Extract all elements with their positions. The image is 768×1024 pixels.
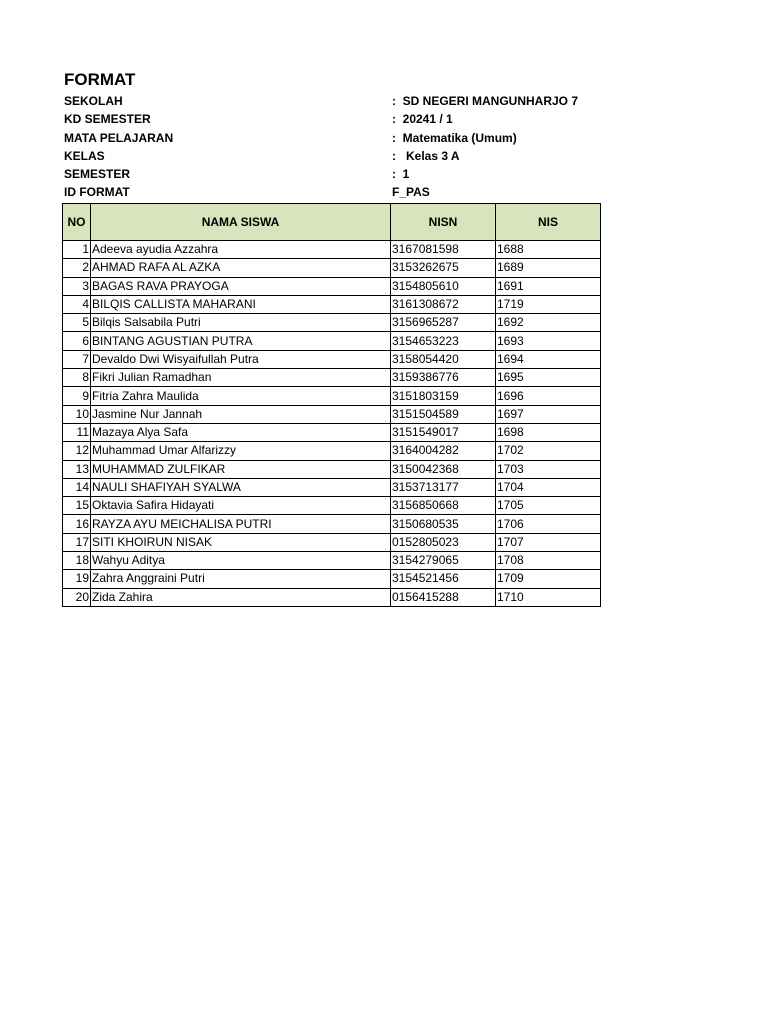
cell-student-name[interactable]: Devaldo Dwi Wisyaifullah Putra [91, 350, 391, 368]
cell-nisn[interactable]: 3150680535 [391, 515, 496, 533]
header-nisn: NISN [391, 204, 496, 241]
meta-value: : Matematika (Umum) [392, 130, 517, 145]
meta-row-subject [64, 129, 604, 147]
table-row [63, 314, 601, 332]
table-row [63, 460, 601, 478]
table-row [63, 387, 601, 405]
meta-value: : 1 [392, 167, 410, 182]
cell-student-name[interactable]: BILQIS CALLISTA MAHARANI [91, 295, 391, 313]
cell-nisn[interactable]: 3153713177 [391, 478, 496, 496]
cell-no[interactable]: 7 [63, 350, 91, 368]
meta-value: : Kelas 3 A [392, 148, 460, 163]
cell-student-name[interactable]: NAULI SHAFIYAH SYALWA [91, 478, 391, 496]
cell-nis[interactable]: 1697 [496, 405, 601, 423]
meta-label: MATA PELAJARAN [64, 130, 174, 145]
meta-label: SEKOLAH [64, 94, 123, 108]
cell-student-name[interactable]: Adeeva ayudia Azzahra [91, 241, 391, 259]
cell-nisn[interactable]: 3156850668 [391, 497, 496, 515]
cell-student-name[interactable]: MUHAMMAD ZULFIKAR [91, 460, 391, 478]
cell-nisn[interactable]: 0156415288 [391, 588, 496, 606]
cell-student-name[interactable]: Zahra Anggraini Putri [91, 570, 391, 588]
cell-student-name[interactable]: BAGAS RAVA PRAYOGA [91, 277, 391, 295]
table-row [63, 533, 601, 551]
meta-label: ID FORMAT [64, 185, 130, 200]
cell-nis[interactable]: 1698 [496, 423, 601, 441]
table-row [63, 277, 601, 295]
cell-student-name[interactable]: AHMAD RAFA AL AZKA [91, 259, 391, 277]
cell-nis[interactable]: 1710 [496, 588, 601, 606]
table-row [63, 570, 601, 588]
cell-student-name[interactable]: Bilqis Salsabila Putri [91, 314, 391, 332]
cell-nis[interactable]: 1689 [496, 259, 601, 277]
cell-nisn[interactable]: 3151803159 [391, 387, 496, 405]
cell-no[interactable]: 4 [63, 295, 91, 313]
cell-nis[interactable]: 1695 [496, 369, 601, 387]
cell-no[interactable]: 10 [63, 405, 91, 423]
cell-no[interactable]: 13 [63, 460, 91, 478]
cell-nis[interactable]: 1702 [496, 442, 601, 460]
cell-student-name[interactable]: RAYZA AYU MEICHALISA PUTRI [91, 515, 391, 533]
cell-nisn[interactable]: 3150042368 [391, 460, 496, 478]
meta-value: : SD NEGERI MANGUNHARJO 7 [392, 94, 579, 108]
cell-nisn[interactable]: 3154805610 [391, 277, 496, 295]
meta-row-format-id [64, 183, 604, 201]
cell-nis[interactable]: 1696 [496, 387, 601, 405]
cell-nis[interactable]: 1693 [496, 332, 601, 350]
cell-no[interactable]: 8 [63, 369, 91, 387]
meta-row-class [64, 147, 604, 165]
cell-no[interactable]: 12 [63, 442, 91, 460]
meta-row-school [64, 92, 604, 110]
meta-row-kd-semester [64, 110, 604, 128]
cell-student-name[interactable]: Muhammad Umar Alfarizzy [91, 442, 391, 460]
sheet-title: FORMAT [64, 70, 136, 89]
meta-label: SEMESTER [64, 167, 131, 182]
cell-nis[interactable]: 1719 [496, 295, 601, 313]
cell-nisn[interactable]: 3151549017 [391, 423, 496, 441]
cell-no[interactable]: 11 [63, 423, 91, 441]
table-row [63, 259, 601, 277]
cell-nis[interactable]: 1707 [496, 533, 601, 551]
student-table [62, 203, 601, 607]
cell-nisn[interactable]: 3154279065 [391, 552, 496, 570]
cell-no[interactable]: 20 [63, 588, 91, 606]
cell-nisn[interactable]: 0152805023 [391, 533, 496, 551]
cell-nisn[interactable]: 3164004282 [391, 442, 496, 460]
cell-nis[interactable]: 1688 [496, 241, 601, 259]
cell-student-name[interactable]: BINTANG AGUSTIAN PUTRA [91, 332, 391, 350]
cell-student-name[interactable]: Fikri Julian Ramadhan [91, 369, 391, 387]
cell-student-name[interactable]: Oktavia Safira Hidayati [91, 497, 391, 515]
cell-student-name[interactable]: SITI KHOIRUN NISAK [91, 533, 391, 551]
cell-nisn[interactable]: 3167081598 [391, 241, 496, 259]
meta-info [64, 92, 604, 202]
cell-nisn[interactable]: 3154521456 [391, 570, 496, 588]
cell-nis[interactable]: 1694 [496, 350, 601, 368]
cell-nisn[interactable]: 3151504589 [391, 405, 496, 423]
cell-student-name[interactable]: Fitria Zahra Maulida [91, 387, 391, 405]
cell-no[interactable]: 1 [63, 241, 91, 259]
cell-nisn[interactable]: 3156965287 [391, 314, 496, 332]
cell-nis[interactable]: 1706 [496, 515, 601, 533]
meta-value: F_PAS [392, 185, 430, 200]
cell-no[interactable]: 14 [63, 478, 91, 496]
cell-no[interactable]: 3 [63, 277, 91, 295]
table-row [63, 588, 601, 606]
meta-label: KD SEMESTER [64, 112, 151, 127]
meta-label: KELAS [64, 148, 105, 163]
cell-nisn[interactable]: 3158054420 [391, 350, 496, 368]
table-row [63, 442, 601, 460]
cell-nisn[interactable]: 3161308672 [391, 295, 496, 313]
cell-nis[interactable]: 1705 [496, 497, 601, 515]
table-row [63, 295, 601, 313]
cell-nis[interactable]: 1692 [496, 314, 601, 332]
cell-no[interactable]: 9 [63, 387, 91, 405]
cell-no[interactable]: 17 [63, 533, 91, 551]
table-row [63, 515, 601, 533]
table-row [63, 332, 601, 350]
cell-no[interactable]: 15 [63, 497, 91, 515]
cell-no[interactable]: 19 [63, 570, 91, 588]
cell-nis[interactable]: 1709 [496, 570, 601, 588]
table-row [63, 241, 601, 259]
table-row [63, 423, 601, 441]
cell-student-name[interactable]: Jasmine Nur Jannah [91, 405, 391, 423]
table-row [63, 478, 601, 496]
cell-no[interactable]: 18 [63, 552, 91, 570]
header-student-name: NAMA SISWA [91, 204, 391, 241]
cell-no[interactable]: 5 [63, 314, 91, 332]
cell-nis[interactable]: 1704 [496, 478, 601, 496]
cell-nis[interactable]: 1708 [496, 552, 601, 570]
table-row [63, 405, 601, 423]
table-row [63, 369, 601, 387]
table-row [63, 497, 601, 515]
cell-nis[interactable]: 1691 [496, 277, 601, 295]
cell-nisn[interactable]: 3153262675 [391, 259, 496, 277]
cell-nisn[interactable]: 3154653223 [391, 332, 496, 350]
table-header-row [63, 204, 601, 241]
header-no: NO [63, 204, 91, 241]
table-row [63, 350, 601, 368]
cell-student-name[interactable]: Zida Zahira [91, 588, 391, 606]
meta-row-semester [64, 165, 604, 183]
header-nis: NIS [496, 204, 601, 241]
cell-nisn[interactable]: 3159386776 [391, 369, 496, 387]
cell-nis[interactable]: 1703 [496, 460, 601, 478]
meta-value: : 20241 / 1 [392, 112, 453, 127]
cell-no[interactable]: 6 [63, 332, 91, 350]
cell-no[interactable]: 2 [63, 259, 91, 277]
table-row [63, 552, 601, 570]
cell-student-name[interactable]: Wahyu Aditya [91, 552, 391, 570]
cell-student-name[interactable]: Mazaya Alya Safa [91, 423, 391, 441]
cell-no[interactable]: 16 [63, 515, 91, 533]
